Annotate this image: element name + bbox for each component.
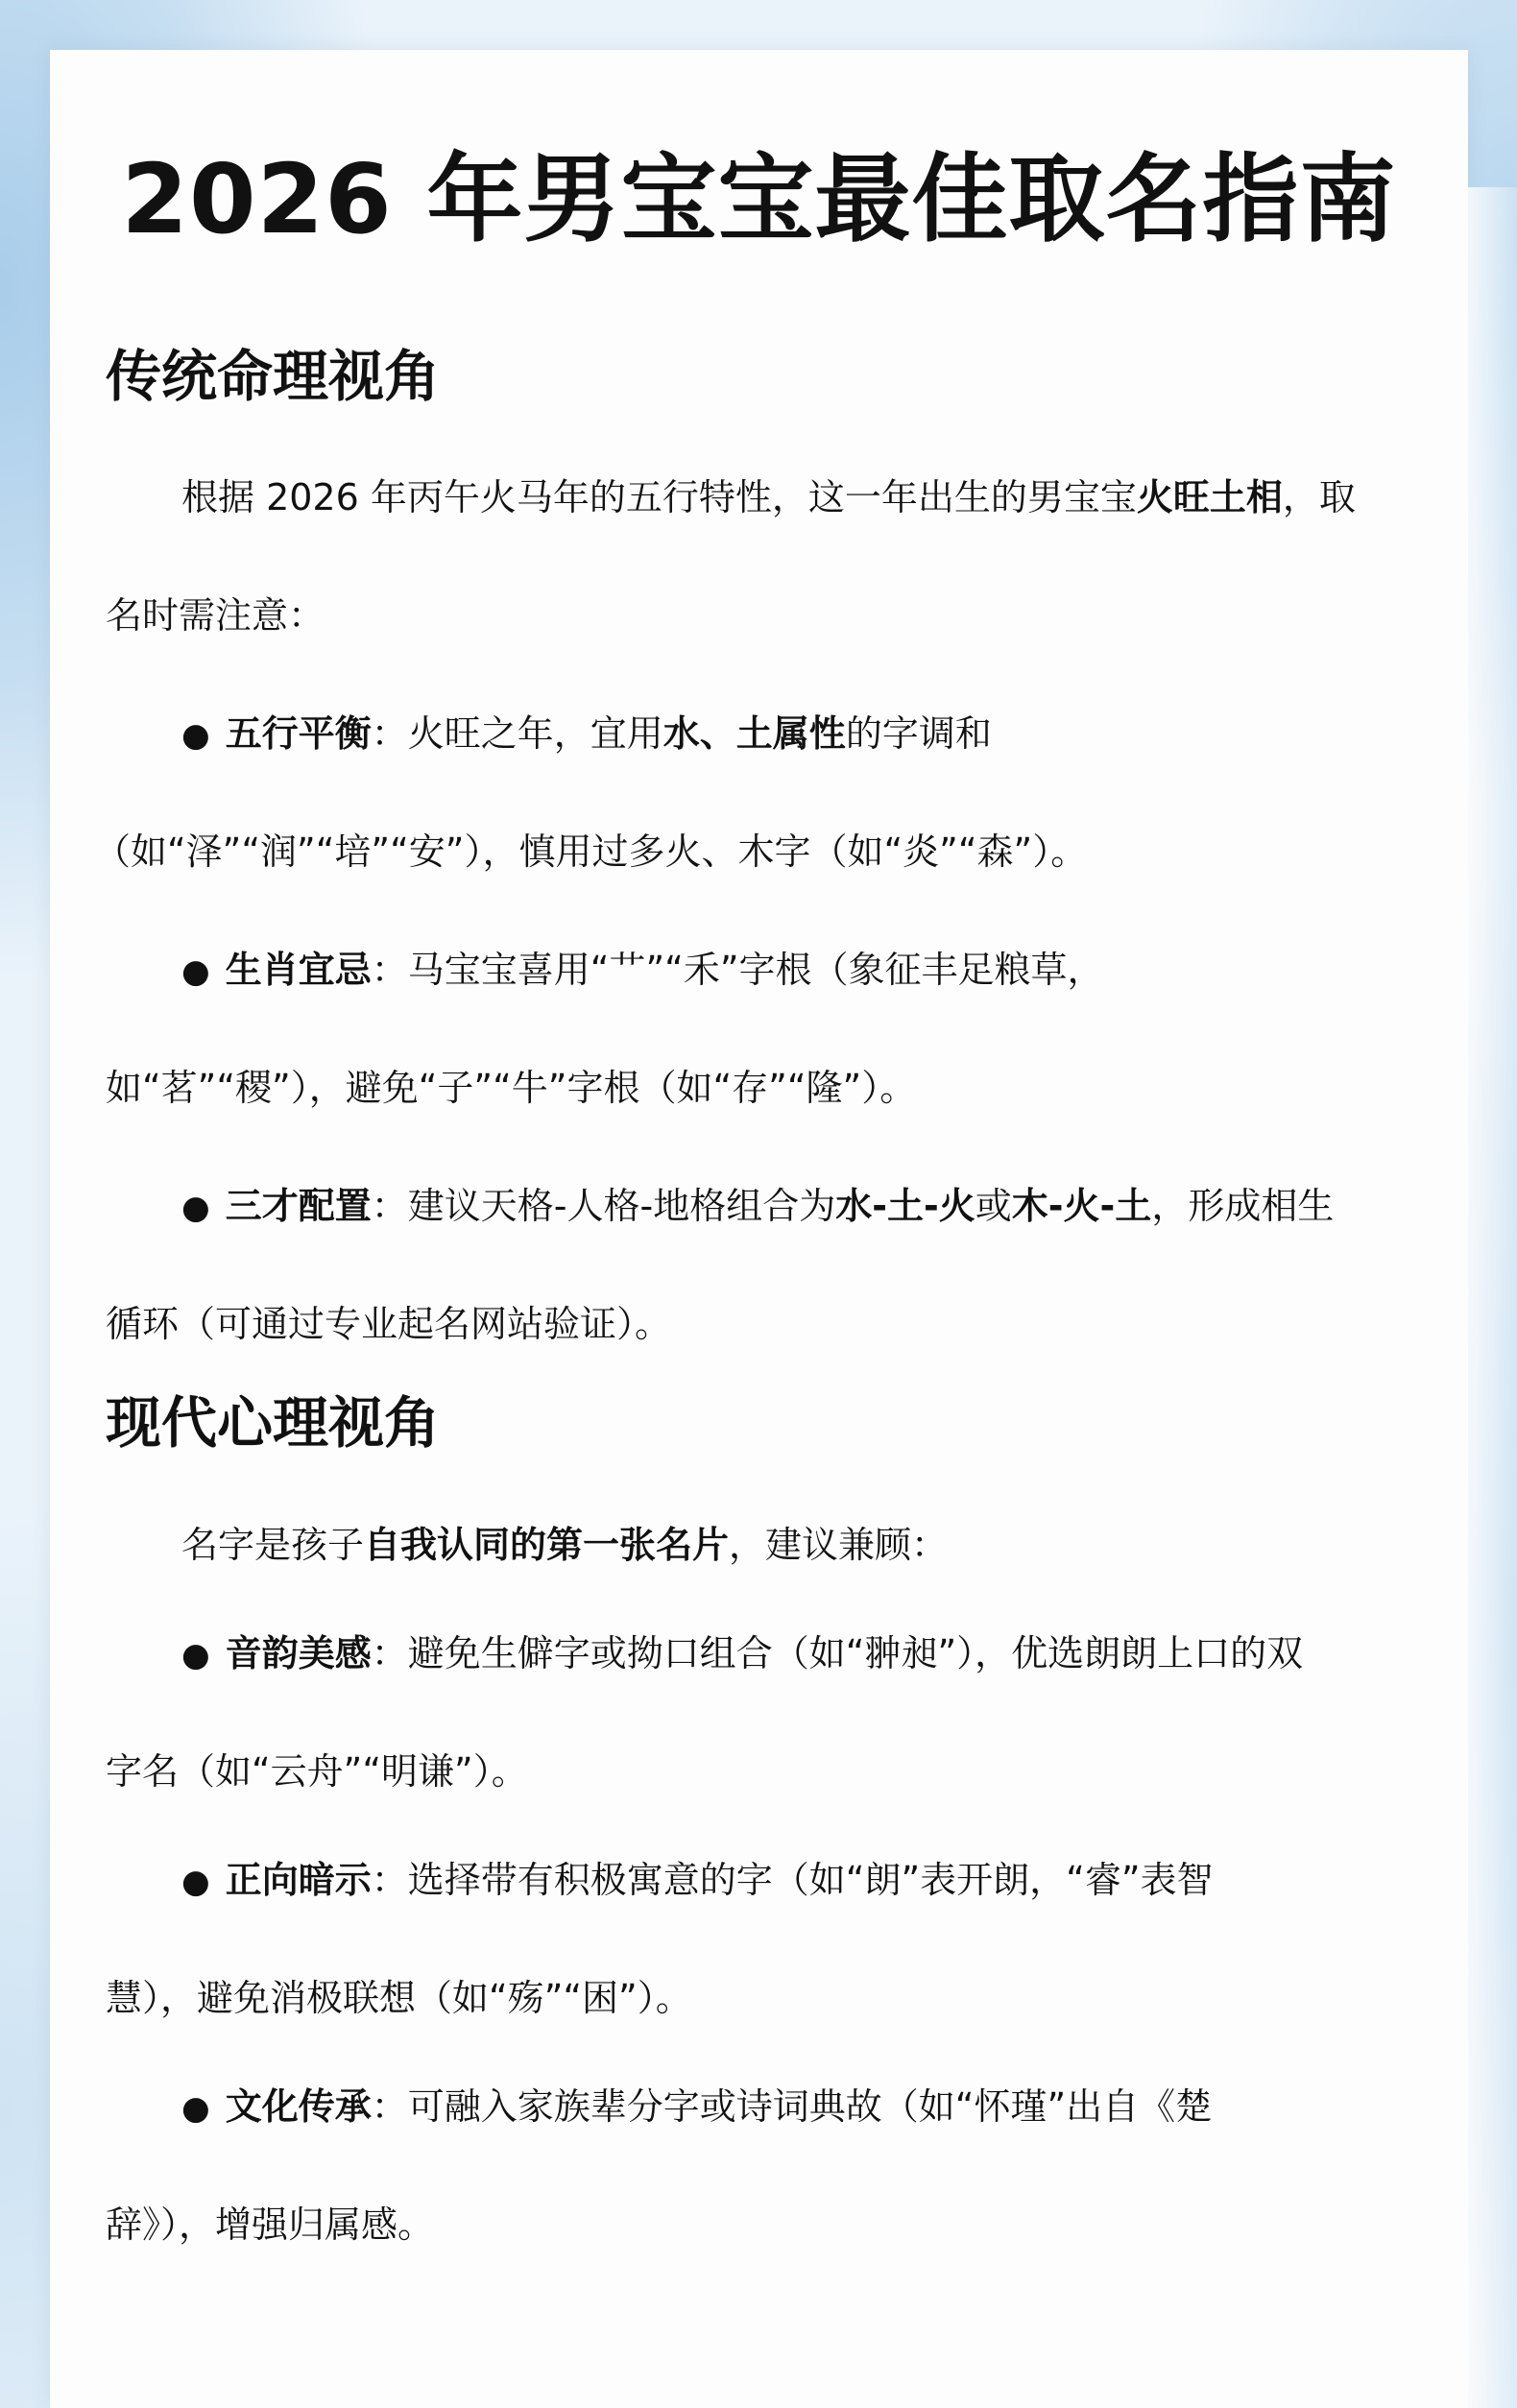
bullet-line: （如“泽”“润”“培”“安”），慎用过多火、木字（如“炎”“森”）。	[94, 831, 1088, 873]
bullet-line: ● 五行平衡：火旺之年，宜用水、土属性的字调和	[181, 712, 992, 755]
paper-edge-decoration	[1468, 187, 1517, 2408]
bullet-wenhua	[106, 2048, 1450, 2284]
bullet-icon: ●	[181, 1189, 210, 1227]
bullet-line: ● 正向暗示：选择带有积极寓意的字（如“朗”表开朗，“睿”表智	[181, 1859, 1214, 1901]
intro-line: 名字是孩子自我认同的第一张名片，建议兼顾：	[181, 1524, 949, 1566]
bullet-yinyun	[106, 1595, 1450, 1831]
intro-highlight: 自我认同的第一张名片	[364, 1524, 730, 1566]
intro-highlight: 火旺土相	[1136, 476, 1283, 518]
bullet-label: 音韵美感	[225, 1632, 372, 1674]
bullet-line: 辞》），增强归属感。	[106, 2203, 435, 2246]
bullet-zhengxiang	[106, 1821, 1450, 2058]
section-intro-traditional	[106, 439, 1450, 675]
intro-line: 根据 2026 年丙午火马年的五行特性，这一年出生的男宝宝火旺土相，取	[181, 476, 1356, 518]
bullet-line: 如“茗”“稷”），避免“子”“牛”字根（如“存”“隆”）。	[106, 1067, 917, 1109]
bullet-line: ● 音韵美感：避免生僻字或拗口组合（如“翀昶”），优选朗朗上口的双	[181, 1632, 1304, 1674]
section-intro-modern	[106, 1486, 1450, 1604]
bullet-icon: ●	[181, 1863, 210, 1901]
bullet-icon: ●	[181, 2089, 210, 2128]
bullet-label: 五行平衡	[225, 712, 372, 755]
bullet-label: 生肖宜忌	[225, 949, 372, 991]
page-title: 2026 年男宝宝最佳取名指南	[121, 143, 1397, 255]
section-heading-modern: 现代心理视角	[106, 1390, 441, 1456]
section-heading-traditional: 传统命理视角	[106, 344, 441, 409]
bullet-icon: ●	[181, 952, 210, 991]
bullet-line: 慧），避免消极联想（如“殇”“困”）。	[106, 1977, 692, 2019]
bullet-wuxing	[94, 675, 1450, 911]
bullet-icon: ●	[181, 716, 210, 755]
bullet-icon: ●	[181, 1636, 210, 1674]
bullet-line: ● 文化传承：可融入家族辈分字或诗词典故（如“怀瑾”出自《楚	[181, 2085, 1213, 2128]
bullet-label: 正向暗示	[225, 1859, 372, 1901]
bullet-label: 三才配置	[225, 1185, 372, 1227]
bullet-sancai	[106, 1147, 1450, 1384]
intro-line: 名时需注意：	[106, 594, 325, 637]
bullet-line: ● 三才配置：建议天格-人格-地格组合为水-土-火或木-火-土，形成相生	[181, 1185, 1335, 1227]
bullet-line: ● 生肖宜忌：马宝宝喜用“艹”“禾”字根（象征丰足粮草，	[181, 949, 1104, 991]
bullet-line: 字名（如“云舟”“明谦”）。	[106, 1750, 528, 1793]
bullet-shengxiao	[106, 911, 1450, 1147]
bullet-label: 文化传承	[225, 2085, 372, 2128]
bullet-line: 循环（可通过专业起名网站验证）。	[106, 1303, 672, 1345]
